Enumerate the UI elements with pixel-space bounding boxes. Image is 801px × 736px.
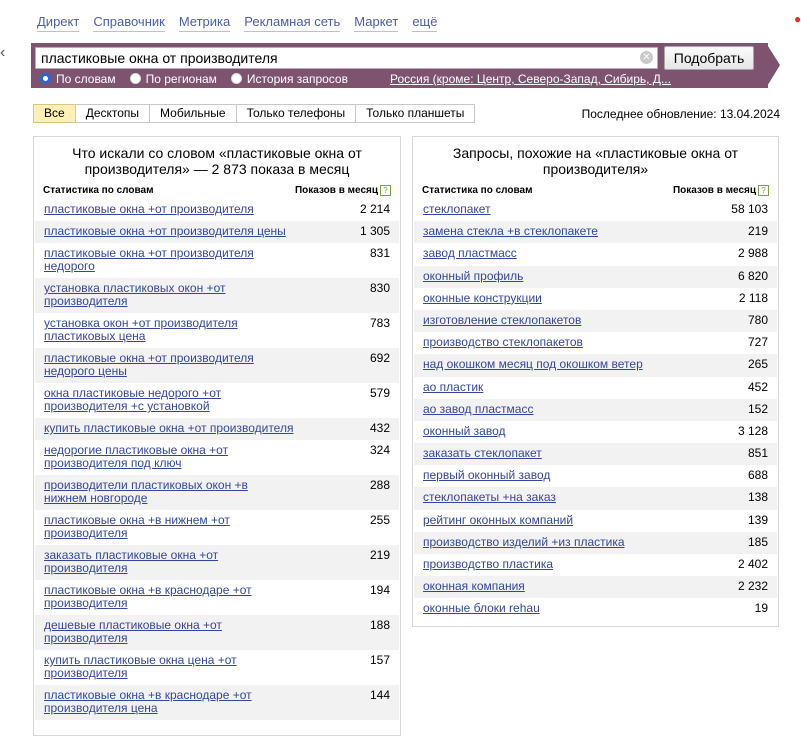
tab-phones[interactable]: Только телефоны [236,104,357,123]
phrase-link[interactable]: оконный профиль [423,268,524,283]
tab-mobile[interactable]: Мобильные [149,104,237,123]
help-icon[interactable]: ? [758,185,769,196]
radio-dot-selected-icon[interactable] [40,73,51,84]
shows-count: 6 820 [737,268,768,283]
shows-count: 138 [747,490,768,505]
shows-count: 139 [747,512,768,527]
phrase-link[interactable]: пластиковые окна +от производителя недорого цены [44,351,254,378]
table-row [35,221,399,243]
table-row [414,266,777,288]
table-row [414,576,777,598]
shows-count: 688 [747,468,768,483]
radio-by-regions[interactable] [130,72,217,86]
table-row [414,487,777,509]
table-row [414,510,777,532]
phrase-link[interactable]: окна пластиковые недорого +от производителя +с установкой [44,386,222,413]
search-input[interactable]: пластиковые окна от производителя [35,47,658,69]
phrase-link[interactable]: производители пластиковых окон +в нижнем новгороде [44,478,248,505]
table-row [414,332,777,354]
table-row [414,288,777,310]
shows-count: 152 [747,401,768,416]
table-row [414,598,777,620]
phrase-link[interactable]: первый оконный завод [423,468,551,483]
tab-all[interactable]: Все [33,104,76,123]
shows-count: 58 103 [731,202,768,216]
table-row [414,377,777,399]
phrase-link[interactable]: заказать пластиковые окна +от производителя [44,548,219,575]
shows-count: 727 [747,335,768,350]
top-nav [37,14,437,32]
right-panel-title: Запросы, похожие на «пластиковые окна от производителя» [452,145,739,177]
nav-direct[interactable]: Директ [37,14,79,32]
shows-count: 288 [369,478,390,492]
shows-count: 2 232 [737,579,768,594]
table-row [35,418,399,440]
shows-count: 255 [369,513,390,527]
clear-icon[interactable]: ✕ [640,51,653,64]
shows-count: 452 [747,379,768,394]
shows-count: 19 [754,601,768,616]
table-row [414,354,777,376]
phrase-link[interactable]: установка пластиковых окон +от производителя [44,281,226,308]
nav-ad-network[interactable]: Рекламная сеть [244,14,340,32]
phrase-link[interactable]: оконный завод [423,423,506,438]
table-row [35,545,399,580]
phrase-link[interactable]: производство пластика [423,557,554,571]
search-mode-radios [40,71,362,86]
table-row [35,685,399,720]
shows-count: 2 118 [738,290,768,305]
table-row [414,532,777,554]
search-band-arrow [766,43,780,88]
phrase-link[interactable]: оконные блоки rehau [423,601,540,616]
nav-market[interactable]: Маркет [354,14,398,32]
table-row [35,440,399,475]
phrase-link[interactable]: пластиковые окна +в краснодаре +от производителя цена [44,688,252,715]
phrase-link[interactable]: над окошком месяц под окошком ветер [423,357,643,372]
col-words: Статистика по словам [43,185,154,196]
nav-metrika[interactable]: Метрика [179,14,230,32]
shows-count: 1 305 [359,224,390,238]
phrase-link[interactable]: заказать стеклопакет [423,446,542,461]
table-row [35,510,399,545]
left-rows [35,199,399,720]
table-row [35,580,399,615]
phrase-link[interactable]: замена стекла +в стеклопакете [423,224,598,239]
table-row [414,421,777,443]
shows-count: 188 [369,618,390,632]
shows-count: 2 214 [359,202,390,216]
phrase-link[interactable]: рейтинг оконных компаний [423,512,574,527]
table-row [414,443,777,465]
shows-count: 692 [369,351,390,365]
radio-label: История запросов [246,71,348,86]
shows-count: 783 [369,316,390,330]
table-row [35,383,399,418]
nav-more[interactable]: ещё [412,14,437,32]
phrase-link[interactable]: купить пластиковые окна цена +от производителя [44,653,237,680]
table-row [35,243,399,278]
shows-count: 324 [369,443,390,457]
table-row [414,243,777,265]
nav-reference[interactable]: Справочник [93,14,165,32]
phrase-link[interactable]: оконная компания [423,579,525,594]
col-words: Статистика по словам [422,185,533,196]
table-row [414,554,777,576]
phrase-link[interactable]: недорогие пластиковые окна +от производителя под ключ [44,443,229,470]
phrase-link[interactable]: пластиковые окна +от производителя [44,202,254,216]
tab-tablets[interactable]: Только планшеты [355,104,475,123]
phrase-link[interactable]: ао пластик [423,379,484,394]
table-row [35,650,399,685]
submit-button[interactable]: Подобрать [664,46,754,70]
table-row [414,310,777,332]
table-row [414,465,777,487]
radio-label: По словам [56,71,116,86]
radio-history[interactable] [231,72,348,86]
shows-count: 2 988 [737,246,768,261]
phrase-link[interactable]: пластиковые окна +в нижнем +от производителя [44,513,230,540]
col-shows: Показов в месяц [294,185,378,196]
shows-count: 194 [369,583,390,597]
shows-count: 851 [747,446,768,461]
phrase-link[interactable]: пластиковые окна +от производителя недорого [44,246,254,273]
table-row [414,199,777,221]
phrase-link[interactable]: производство стеклопакетов [423,335,583,350]
side-bracket-icon: ‹ [0,44,6,61]
table-row [414,221,777,243]
phrase-link[interactable]: пластиковые окна +в краснодаре +от производителя [44,583,252,610]
shows-count: 830 [369,281,390,295]
radio-dot-icon[interactable] [130,73,141,84]
shows-count: 579 [369,386,390,400]
radio-dot-icon[interactable] [231,73,242,84]
table-row [35,348,399,383]
left-col-head [43,184,391,197]
phrase-link[interactable]: завод пластмасс [423,246,517,261]
phrase-link[interactable]: дешевые пластиковые окна +от производителя [44,618,222,645]
table-row [35,199,399,221]
table-row [35,615,399,650]
shows-count: 265 [747,357,768,372]
shows-count: 432 [369,421,390,435]
shows-count: 144 [369,688,390,702]
phrase-link[interactable]: пластиковые окна +от производителя цены [44,224,286,238]
right-rows [414,199,777,621]
phrase-link[interactable]: изготовление стеклопакетов [423,312,582,327]
shows-count: 185 [747,534,768,549]
radio-label: По регионам [145,71,217,86]
phrase-link[interactable]: установка окон +от производителя пластиковых цена [44,316,238,343]
col-shows: Показов в месяц [672,185,756,196]
help-icon[interactable]: ? [380,185,391,196]
table-row [35,313,399,348]
region-selector[interactable]: Россия (кроме: Центр, Северо-Запад, Сибирь, Д... [390,72,671,86]
table-row [414,399,777,421]
phrase-link[interactable]: производство изделий +из пластика [423,534,625,549]
left-panel-title: Что искали со словом «пластиковые окна от производителя» — 2 873 показа в месяц [72,145,362,177]
device-tabs [34,104,475,123]
tab-desktops[interactable]: Десктопы [75,104,150,123]
right-col-head [422,184,769,197]
table-row [35,475,399,510]
shows-count: 3 128 [737,423,768,438]
shows-count: 219 [747,224,768,239]
phrase-link[interactable]: ао завод пластмасс [423,401,534,416]
phrase-link[interactable]: оконные конструкции [423,290,542,305]
last-update: Последнее обновление: 13.04.2024 [581,107,780,121]
shows-count: 157 [369,653,390,667]
left-panel [33,136,401,736]
shows-count: 831 [369,246,390,260]
radio-by-words[interactable] [40,72,116,86]
right-panel [412,136,779,627]
notification-icon: ● [794,12,801,26]
shows-count: 219 [369,548,390,562]
col-shows-wrap [295,184,391,197]
phrase-link[interactable]: купить пластиковые окна +от производителя [44,421,294,435]
col-shows-wrap [673,184,769,197]
phrase-link[interactable]: стеклопакет [423,202,491,216]
shows-count: 780 [747,312,768,327]
phrase-link[interactable]: стеклопакеты +на заказ [423,490,556,505]
shows-count: 2 402 [737,557,768,571]
table-row [35,278,399,313]
